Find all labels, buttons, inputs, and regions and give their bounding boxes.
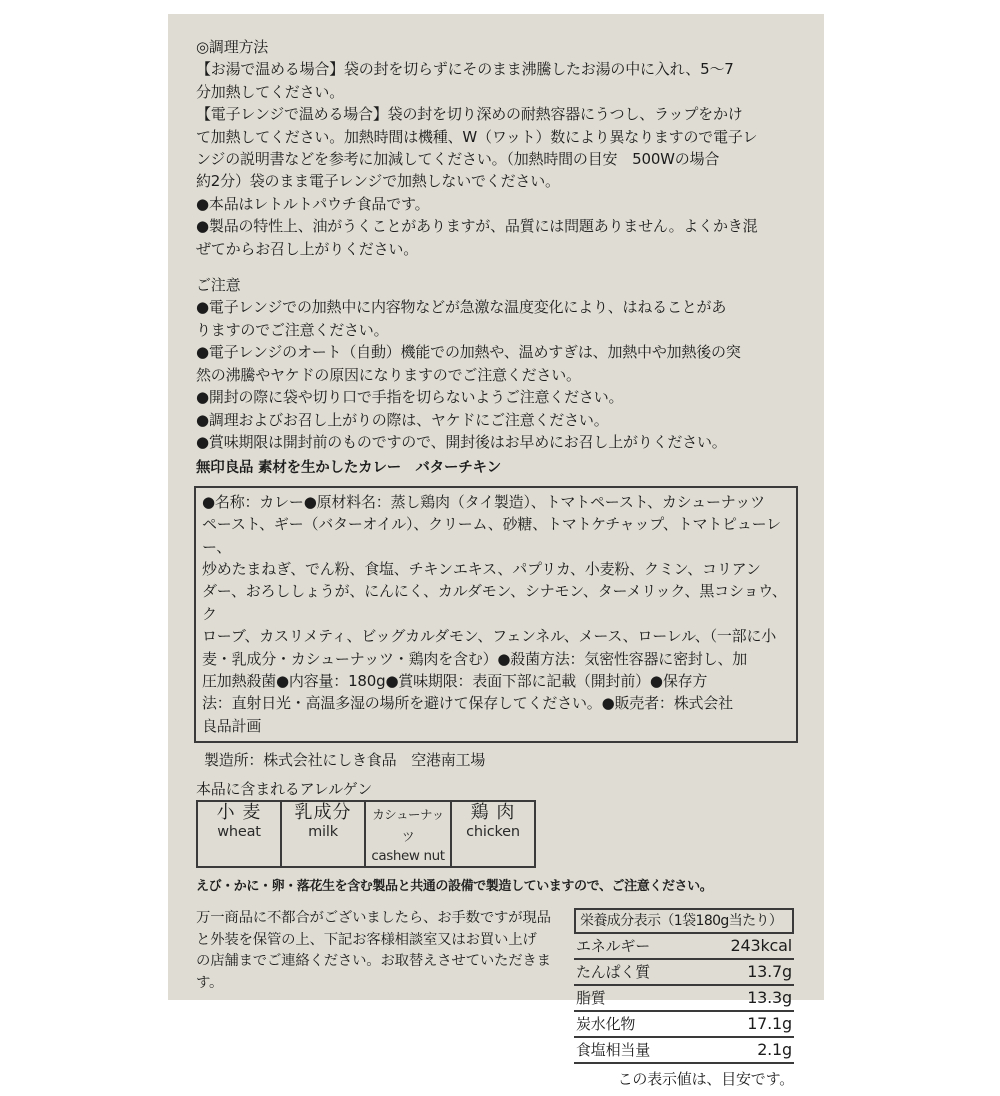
allergen-jp: 小 麦 <box>216 802 262 823</box>
nutrition-row <box>574 1012 794 1038</box>
allergen-jp: カシューナッツ <box>372 807 444 844</box>
allergen-jp: 鶏 肉 <box>470 802 516 823</box>
cooking-line: 約2分）袋のまま電子レンジで加熱しないでください。 <box>196 172 560 191</box>
cooking-line: て加熱してください。加熱時間は機種、W（ワット）数により異なりますので電子レ <box>196 127 758 146</box>
caution-line: 然の沸騰やヤケドの原因になりますのでご注意ください。 <box>196 365 581 384</box>
ingredients-line: 良品計画 <box>202 716 262 735</box>
nutrition-value: 243kcal <box>730 936 792 956</box>
cooking-title: ◎調理方法 <box>196 38 269 56</box>
allergen-table <box>196 800 536 868</box>
allergen-title: 本品に含まれるアレルゲン <box>196 779 373 798</box>
nutrition-header: 栄養成分表示（1袋180g当たり） <box>574 908 794 934</box>
allergen-jp: 乳成分 <box>294 802 352 823</box>
cooking-line: 【お湯で温める場合】袋の封を切らずにそのまま沸騰したお湯の中に入れ、5〜7 <box>196 60 734 79</box>
allergen-en: cashew nut <box>371 848 445 864</box>
label-content <box>196 36 802 1096</box>
allergen-note: えび・かに・卵・落花生を含む製品と共通の設備で製造していますので、ご注意ください。 <box>196 879 713 894</box>
contact-line: 万一商品に不都合がございましたら、お手数ですが現品 <box>196 910 551 927</box>
caution-line: ●賞味期限は開封前のものですので、開封後はお早めにお召し上がりください。 <box>196 432 727 451</box>
caution-line: ●電子レンジのオート（自動）機能での加熱や、温めすぎは、加熱中や加熱後の突 <box>196 343 741 362</box>
caution-title: ご注意 <box>196 276 241 295</box>
contact-line: と外装を保管の上、下記お客様相談室又はお買い上げ <box>196 931 537 948</box>
allergen-en: wheat <box>217 824 261 840</box>
bottom-section <box>196 906 802 1096</box>
allergen-en: chicken <box>466 824 520 840</box>
ingredients-line: 圧加熱殺菌●内容量：180g●賞味期限：表面下部に記載（開封前）●保存方 <box>202 671 708 690</box>
caution-line: ●電子レンジでの加熱中に内容物などが急激な温度変化により、はねることがあ <box>196 298 727 317</box>
product-name: 無印良品 素材を生かしたカレー バターチキン <box>196 460 502 477</box>
cooking-line: ぜてからお召し上がりください。 <box>196 239 419 258</box>
nutrition-row <box>574 934 794 960</box>
nutrition-row <box>574 986 794 1012</box>
nutrition-label: 脂質 <box>576 989 606 1008</box>
nutrition-label: 炭水化物 <box>576 1015 636 1034</box>
cooking-line: ●製品の特性上、油がうくことがありますが、品質には問題ありません。よくかき混 <box>196 217 758 236</box>
cooking-line: 分加熱してください。 <box>196 82 345 101</box>
nutrition-footnote: この表示値は、目安です。 <box>617 1070 794 1089</box>
nutrition-value: 2.1g <box>757 1040 792 1060</box>
manufacturer: 製造所：株式会社にしき食品 空港南工場 <box>204 751 486 770</box>
caution-line: ●開封の際に袋や切り口で手指を切らないようご注意ください。 <box>196 388 624 407</box>
ingredients-line: 麦・乳成分・カシューナッツ・鶏肉を含む）●殺菌方法：気密性容器に密封し、加 <box>202 649 748 668</box>
allergen-cell-wheat <box>197 801 281 867</box>
ingredients-line: ●名称：カレー●原材料名：蒸し鶏肉（タイ製造）、トマトペースト、カシューナッツ <box>202 492 765 511</box>
nutrition-label: たんぱく質 <box>576 963 651 982</box>
allergen-en: milk <box>308 824 338 840</box>
ingredients-line: 炒めたまねぎ、でん粉、食塩、チキンエキス、パプリカ、小麦粉、クミン、コリアン <box>202 559 761 578</box>
cooking-line: 【電子レンジで温める場合】袋の封を切り深めの耐熱容器にうつし、ラップをかけ <box>196 105 743 124</box>
caution-line: りますのでご注意ください。 <box>196 320 389 339</box>
nutrition-row <box>574 960 794 986</box>
caution-line: ●調理およびお召し上がりの際は、ヤケドにご注意ください。 <box>196 410 609 429</box>
nutrition-value: 13.3g <box>747 988 792 1008</box>
ingredients-line: ペースト、ギー（バターオイル）、クリーム、砂糖、トマトケチャップ、トマトピューレー、 <box>202 515 781 556</box>
nutrition-label: エネルギー <box>576 937 651 956</box>
nutrition-value: 13.7g <box>747 962 792 982</box>
cooking-line: ●本品はレトルトパウチ食品です。 <box>196 194 430 213</box>
cooking-line: ンジの説明書などを参考に加減してください。（加熱時間の目安 500Wの場合 <box>196 150 720 169</box>
contact-text <box>196 908 568 994</box>
nutrition-value: 17.1g <box>747 1014 792 1034</box>
nutrition-row <box>574 1038 794 1064</box>
ingredients-line: ローブ、カスリメティ、ビッグカルダモン、フェンネル、メース、ローレル、（一部に小 <box>202 627 777 646</box>
allergen-cell-chicken <box>451 801 535 867</box>
ingredients-box <box>194 486 798 743</box>
allergen-cell-cashew <box>365 801 451 867</box>
ingredients-line: ダー、おろししょうが、にんにく、カルダモン、シナモン、ターメリック、黒コショウ、ク <box>202 582 787 623</box>
ingredients-line: 法：直射日光・高温多湿の場所を避けて保存してください。●販売者：株式会社 <box>202 694 733 713</box>
allergen-cell-milk <box>281 801 365 867</box>
contact-line: の店舗までご連絡ください。お取替えさせていただきます。 <box>196 953 551 991</box>
nutrition-label: 食塩相当量 <box>576 1041 651 1060</box>
